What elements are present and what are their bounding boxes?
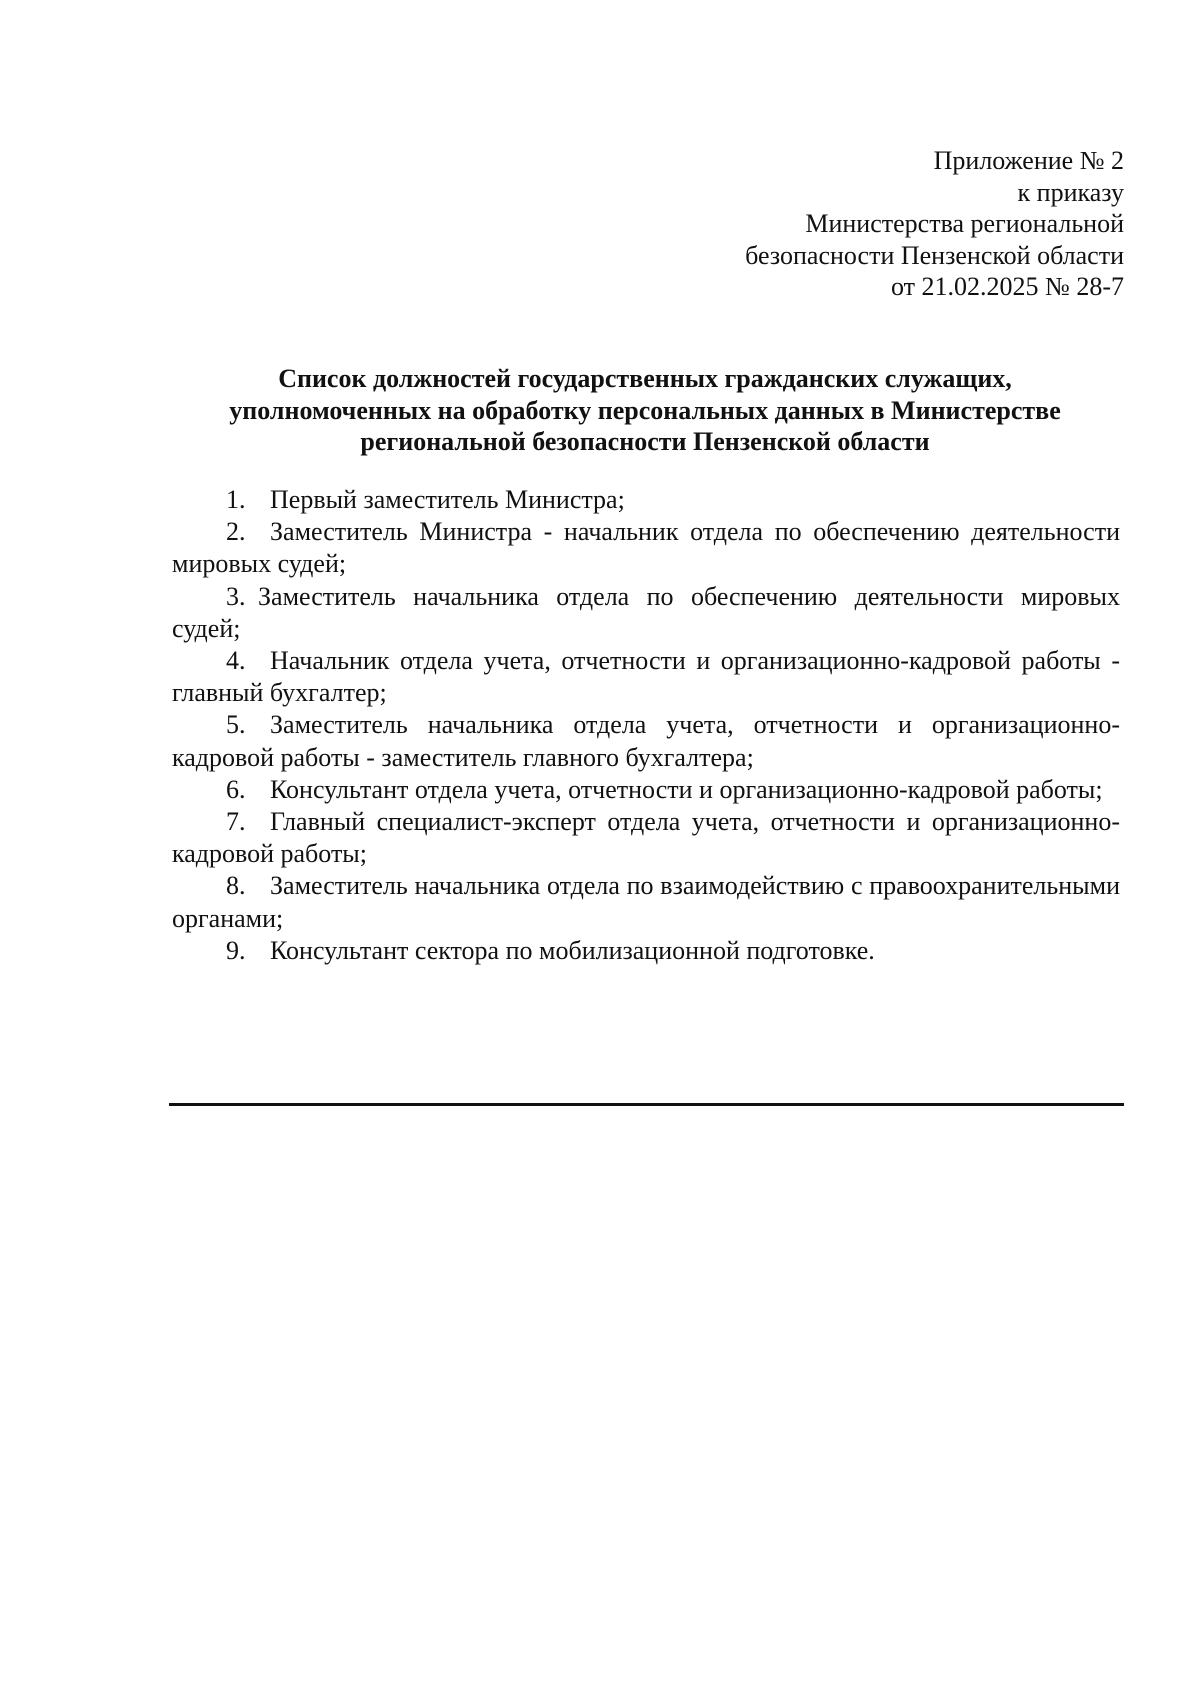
- list-item: [172, 516, 1120, 580]
- list-item: [172, 645, 1120, 709]
- positions-list: [172, 484, 1120, 967]
- document-title: [170, 363, 1120, 458]
- item-number: 7.: [226, 807, 246, 837]
- item-text: Консультант сектора по мобилизационной подготовке.: [270, 935, 875, 965]
- closing-horizontal-rule: [169, 1103, 1124, 1106]
- item-number: 1.: [226, 485, 246, 514]
- item-number: 8.: [226, 871, 246, 901]
- attachment-ministry: Министерства региональной: [805, 209, 1124, 238]
- item-text: Заместитель начальника отдела учета, отчетности и организационно-кадровой работы - заместитель главного бухгалтера;: [172, 710, 1120, 772]
- title-line-3: региональной безопасности Пензенской области: [360, 427, 930, 456]
- item-number: 9.: [226, 935, 246, 965]
- item-text: Заместитель начальника отдела по обеспечению деятельности мировых судей;: [172, 581, 1120, 643]
- attachment-region: безопасности Пензенской области: [745, 240, 1124, 270]
- attachment-to-order: к приказу: [1017, 177, 1124, 207]
- list-item: [172, 774, 1120, 806]
- item-text: Заместитель начальника отдела по взаимодействию с правоохранительными органами;: [172, 871, 1120, 933]
- attachment-header: [745, 145, 1124, 303]
- attachment-number: Приложение № 2: [933, 146, 1124, 175]
- item-text: Первый заместитель Министра;: [270, 485, 625, 514]
- list-item: [172, 806, 1120, 870]
- title-line-1: Список должностей государственных гражданских служащих,: [278, 364, 1012, 393]
- item-number: 5.: [226, 710, 246, 740]
- item-text: Главный специалист-эксперт отдела учета, отчетности и организационно-кадровой работы;: [172, 807, 1120, 869]
- list-item: [172, 870, 1120, 934]
- attachment-order-date: от 21.02.2025 № 28-7: [891, 272, 1124, 301]
- list-item: [172, 709, 1120, 773]
- item-number: 4.: [226, 646, 246, 676]
- item-text: Консультант отдела учета, отчетности и организационно-кадровой работы;: [270, 774, 1103, 804]
- item-text: Заместитель Министра - начальник отдела по обеспечению деятельности мировых судей;: [172, 517, 1120, 579]
- list-item: [172, 484, 1120, 516]
- list-item: [172, 581, 1120, 645]
- item-number: 6.: [226, 774, 246, 804]
- title-line-2: уполномоченных на обработку персональных данных в Министерстве: [229, 395, 1061, 425]
- item-number: 3.: [226, 581, 246, 611]
- item-number: 2.: [226, 517, 246, 547]
- item-text: Начальник отдела учета, отчетности и организационно-кадровой работы - главный бухгалтер;: [172, 646, 1120, 708]
- list-item: [172, 935, 1120, 967]
